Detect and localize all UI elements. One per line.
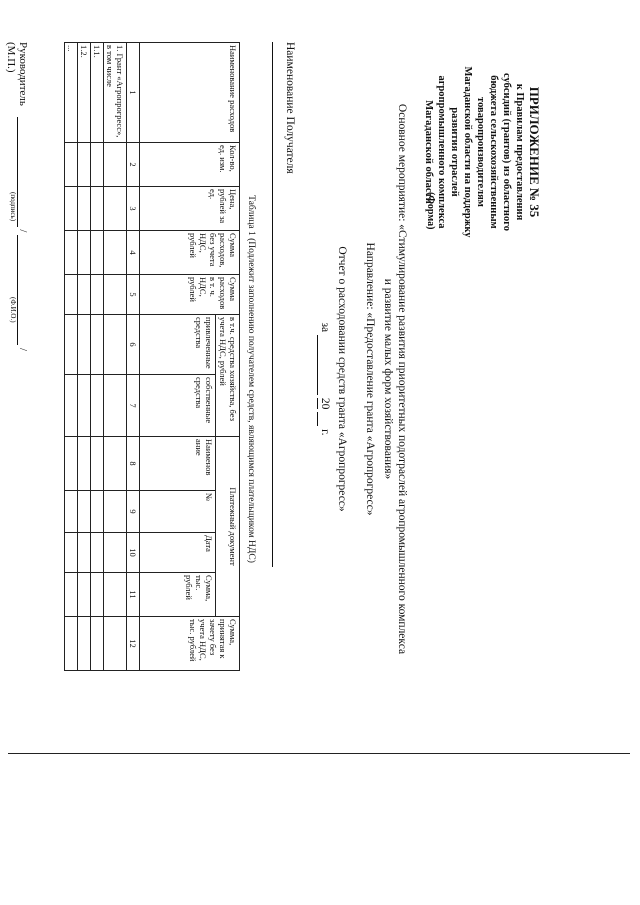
appendix-header [422,42,542,262]
header-borrowed: привлеченные средства [140,315,216,375]
cell[interactable] [78,491,91,533]
cell[interactable] [65,491,78,533]
cell[interactable] [78,143,91,187]
cell[interactable] [104,187,127,231]
activity-line-1: Основное мероприятие: «Стимулирование развития приоритетных подотраслей агропромышленного комплекса [396,103,408,655]
period-year-blank[interactable] [317,412,332,426]
cell[interactable] [91,315,104,375]
appendix-line: Магаданской области на поддержку [462,66,473,238]
appendix-line: товаропроизводителям [475,97,486,207]
cell[interactable] [65,533,78,573]
appendix-line: развития отраслей [449,107,460,197]
cell[interactable] [65,437,78,491]
form-label: (Форма) [425,192,436,230]
period-suffix: г. [319,429,331,436]
period-prefix: за [319,322,331,333]
cell[interactable] [91,143,104,187]
header-pay-date: Дата [140,533,216,573]
table-row [91,43,104,671]
cell[interactable] [65,231,78,275]
header-sum-vat: Сумма расходов в т. ч. НДС, рублей [140,275,240,315]
page-divider [8,753,630,754]
cell[interactable] [78,231,91,275]
cell[interactable] [91,617,104,671]
direction: Направление: «Предоставление гранта «Агропрогресс» [364,242,376,516]
table-caption: Таблица 1 (Подлежит заполнению получателем средств, являющимся плательщиком НДС) [246,195,256,563]
rotated-form [0,22,554,736]
cell[interactable] [78,573,91,617]
cell[interactable] [65,315,78,375]
header-own: собственные средства [140,375,216,437]
appendix-line: к Правилам предоставления [514,83,525,221]
report-period [317,22,332,736]
col-number: 4 [127,231,140,275]
cell[interactable] [78,315,91,375]
cell[interactable] [91,491,104,533]
stamp-label: (М.П.) [5,42,17,73]
cell[interactable] [91,573,104,617]
cell[interactable] [91,275,104,315]
cell[interactable] [104,275,127,315]
signature-block: Руководитель / / (М.П.) (подпись) (Ф.И.О.) [5,42,29,352]
header-pay-no: № [140,491,216,533]
cell[interactable] [78,617,91,671]
table-row [78,43,91,671]
table-row [65,43,78,671]
header-pay-group: Платежный документ [216,437,240,617]
cell[interactable] [65,275,78,315]
appendix-line: Магаданской области [423,100,434,204]
cell[interactable] [91,375,104,437]
report-title: Отчет о расходовании средств гранта «Агропрогресс» [336,246,348,512]
cell[interactable] [78,275,91,315]
cell[interactable] [65,143,78,187]
cell[interactable] [91,187,104,231]
row-label: 1.1. [91,43,104,143]
header-incl-group: в т.ч. средства хозяйства, без учета НДС, рублей [216,315,240,437]
recipient-label: Наименование Получателя [284,42,296,174]
cell[interactable] [104,231,127,275]
cell[interactable] [104,573,127,617]
header-pay-name: Наименов ание [140,437,216,491]
recipient-row [272,42,296,692]
col-number: 9 [127,491,140,533]
cell[interactable] [104,533,127,573]
header-price: Цена, рублей за ед. [140,187,240,231]
signature-field[interactable] [17,117,29,227]
appendix-line: субсидий (грантов) из областного [501,73,512,231]
cell[interactable] [104,617,127,671]
name-field[interactable] [17,235,29,345]
header-sum-no-vat: Сумма расходов, без учета НДС, рублей [140,231,240,275]
header-name: Наименование расходов [140,43,240,143]
col-number: 12 [127,617,140,671]
cell[interactable] [65,187,78,231]
recipient-field[interactable] [272,42,284,567]
cell[interactable] [78,375,91,437]
col-number: 8 [127,437,140,491]
col-number: 1 [127,43,140,143]
period-year: 20 [319,397,331,410]
cell[interactable] [104,143,127,187]
head-label: Руководитель [17,42,29,106]
appendix-line: бюджета сельскохозяйственным [488,75,499,229]
row-label: ... [65,43,78,143]
col-number: 3 [127,187,140,231]
cell[interactable] [91,533,104,573]
table-row [104,43,127,671]
col-number: 2 [127,143,140,187]
cell[interactable] [104,315,127,375]
row-label: 1. Грант «Агропрогресс», в том числе [104,43,127,143]
signature-caption: (подпись) [9,192,17,222]
cell[interactable] [65,573,78,617]
header-qty: Кол-во, ед. изм. [140,143,240,187]
cell[interactable] [65,375,78,437]
col-number: 11 [127,573,140,617]
cell[interactable] [78,437,91,491]
name-caption: (Ф.И.О.) [9,297,17,323]
row-label: 1.2. [78,43,91,143]
header-vat-deduct: Сумма, принятая к зачету без учета НДС, тыс. рублей [140,617,240,671]
cell[interactable] [78,533,91,573]
cell[interactable] [78,187,91,231]
col-number: 10 [127,533,140,573]
appendix-line: агропромышленного комплекса [436,75,447,229]
cell[interactable] [104,437,127,491]
cell[interactable] [91,231,104,275]
cell[interactable] [65,617,78,671]
col-number: 6 [127,315,140,375]
expense-table [64,42,240,671]
cell[interactable] [91,437,104,491]
appendix-title: ПРИЛОЖЕНИЕ № 35 [527,86,542,218]
header-pay-sum: Сумма, тыс. рублей [140,573,216,617]
cell[interactable] [104,491,127,533]
period-blank[interactable] [317,335,332,395]
cell[interactable] [104,375,127,437]
col-number: 7 [127,375,140,437]
col-number: 5 [127,275,140,315]
activity-line-2: и развитие малых форм хозяйствования» [382,278,394,480]
